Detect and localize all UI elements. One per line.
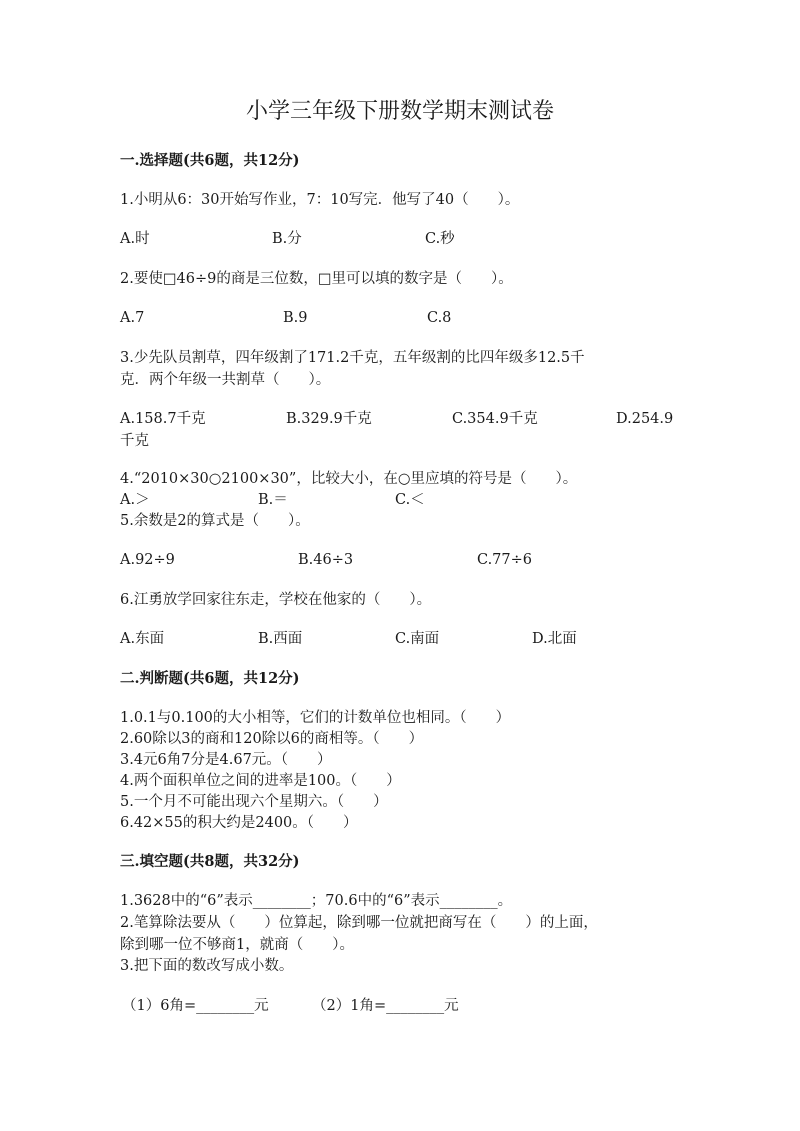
option-c: C.354.9千克 (452, 411, 538, 427)
option-d-wrap: 千克 (120, 433, 149, 449)
option-b: B.329.9千克 (286, 411, 372, 427)
question-text: 1.小明从6：30开始写作业，7：10写完．他写了40（ ）。 (120, 192, 520, 208)
option-c: C.秒 (425, 231, 455, 247)
option-c: C.南面 (395, 631, 440, 647)
judge-item: 4.两个面积单位之间的进率是100。（ ） (120, 773, 401, 789)
option-c: C.77÷6 (477, 552, 533, 568)
option-b: B.分 (272, 231, 302, 247)
option-d: D.254.9 (616, 411, 674, 427)
judge-item: 1.0.1与0.100的大小相等，它们的计数单位也相同。（ ） (120, 710, 511, 726)
option-a: A.＞ (120, 492, 150, 508)
option-b: B.46÷3 (298, 552, 354, 568)
option-a: A.158.7千克 (120, 411, 206, 427)
section-heading-fill: 三.填空题(共8题，共32分) (120, 853, 300, 870)
fill-item: 2.笔算除法要从（ ）位算起，除到哪一位就把商写在（ ）的上面， (120, 915, 598, 931)
question-text: 4.“2010×30○2100×30”，比较大小，在○里应填的符号是（ ）。 (120, 471, 578, 487)
question-text: 5.余数是2的算式是（ ）。 (120, 513, 310, 529)
question-text-line1: 3.少先队员割草，四年级割了171.2千克，五年级割的比四年级多12.5千 (120, 350, 585, 366)
section-heading-choice: 一.选择题(共6题，共12分) (120, 152, 300, 169)
fill-item: 3.把下面的数改写成小数。 (120, 958, 294, 974)
option-a: A.东面 (120, 631, 165, 647)
option-a: A.92÷9 (120, 552, 175, 568)
fill-sub-item: （1）6角=________元 (122, 998, 269, 1014)
option-d: D.北面 (532, 631, 577, 647)
fill-sub-item: （2）1角=________元 (312, 998, 459, 1014)
fill-item-continued: 除到哪一位不够商1，就商（ ）。 (120, 937, 354, 953)
judge-item: 2.60除以3的商和120除以6的商相等。（ ） (120, 731, 424, 747)
section-heading-judge: 二.判断题(共6题，共12分) (120, 670, 300, 687)
option-c: C.＜ (395, 492, 425, 508)
judge-item: 6.42×55的积大约是2400。（ ） (120, 815, 358, 831)
question-text-line2: 克．两个年级一共割草（ ）。 (120, 372, 331, 388)
option-a: A.时 (120, 231, 150, 247)
option-b: B.9 (283, 310, 308, 326)
question-text: 2.要使□46÷9的商是三位数，□里可以填的数字是（ ）。 (120, 271, 513, 287)
judge-item: 5.一个月不可能出现六个星期六。（ ） (120, 794, 388, 810)
judge-item: 3.4元6角7分是4.67元。（ ） (120, 752, 332, 768)
option-c: C.8 (427, 310, 452, 326)
fill-item: 1.3628中的“6”表示________；70.6中的“6”表示________。 (120, 893, 513, 909)
question-text: 6.江勇放学回家往东走，学校在他家的（ ）。 (120, 592, 432, 608)
option-b: B.＝ (258, 492, 288, 508)
option-a: A.7 (120, 310, 145, 326)
page-title: 小学三年级下册数学期末测试卷 (245, 99, 554, 124)
option-b: B.西面 (258, 631, 303, 647)
